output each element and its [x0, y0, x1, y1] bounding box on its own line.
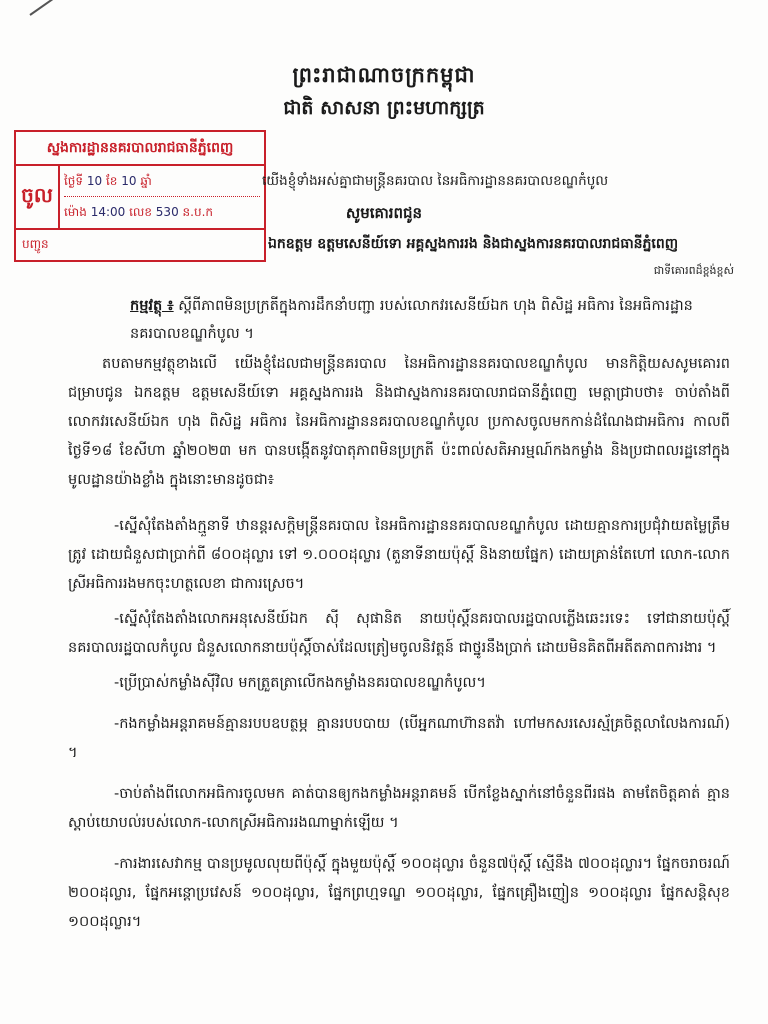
stamp-received-label: ចូល: [16, 166, 60, 228]
stamp-bottom-label: បញ្ជូន: [22, 237, 49, 251]
addressee-note: ជាទីគោរពដ៏ខ្ពង់ខ្ពស់: [653, 264, 734, 277]
intro-paragraph: តបតាមកម្មវត្ថុខាងលើ យើងខ្ញុំដែលជាមន្ត្រីនគរបាល នៃអធិការដ្ឋាននគរបាលខណ្ឌកំបូល មានកិត្តិយសសូមគោរពជម្រាបជូន ឯកឧត្តម ឧត្តមសេនីយ៍ទោ អគ្គស្នងការរង និងជាស្នងការនគរបាលរាជធានីភ្នំពេញ មេត្តាជ្រាបថា៖ ចាប់តាំងពីលោកវរសេនីយ៍ឯក ហុង ពិសិដ្ឋ អធិការ នៃអធិការដ្ឋាននគរបាលខណ្ឌកំបូល ប្រកាសចូលមកកាន់ដំណែងជាអធិការ កាលពីថ្ងៃទី១៨ ខែសីហា ឆ្នាំ២០២៣ មក បានបង្កើតនូវបាតុភាពមិនប្រក្រតី ប៉ះពាល់សតិអារម្មណ៍កងកម្លាំង និងប្រជាពលរដ្ឋនៅក្នុងមូលដ្ឋានយ៉ាងខ្លាំង ក្នុងនោះមានដូចជា៖: [68, 356, 730, 488]
received-stamp: [14, 130, 266, 262]
stamp-number-label: លេខ: [129, 205, 152, 219]
stamp-time-label: ម៉ោង: [64, 205, 87, 219]
list-item: -កងកម្លាំងអន្តរាគមន៍គ្មានរបបឧបត្ថម្ភ គ្មានរបបបាយ (បើអ្នកណាហ៊ានតវ៉ា ហៅមកសរសេរស្ម័គ្រចិត្តលាលែងការណ៍) ។: [68, 716, 730, 761]
complaint-list: [68, 512, 730, 949]
pen-mark: [29, 0, 58, 16]
list-item: -ការងារសេវាកម្ម បានប្រមូលលុយពីប៉ុស្តិ៍ ក្នុងមួយប៉ុស្តិ៍ ១០០ដុល្លារ ចំនួន៧ប៉ុស្តិ៍ ស្មើនឹង ៧០០ដុល្លារ។ ផ្នែកចរាចរណ៍ ២០០ដុល្លារ, ផ្នែកអន្តោប្រវេសន៍ ១០០ដុល្លារ, ផ្នែកព្រហ្មទណ្ឌ ១០០ដុល្លារ, ផ្នែកគ្រឿងញៀន ១០០ដុល្លារ ផ្នែកសន្តិសុខ ១០០ដុល្លារ។: [68, 856, 730, 930]
motto-heading: ជាតិ សាសនា ព្រះមហាក្សត្រ: [283, 97, 485, 119]
stamp-month-label: ខែ: [105, 174, 118, 188]
list-item: -ស្នើសុំតែងតាំងលោកអនុសេនីយ៍ឯក ស៊ី សុផានិត នាយប៉ុស្តិ៍នគរបាលរដ្ឋបាលភ្លើងឆេះរទេះ ទៅជានាយប៉ុស្តិ៍នគរបាលរដ្ឋបាលកំបូល ជំនួសលោកនាយប៉ុស្តិ៍ចាស់ដែលត្រៀមចូលនិវត្តន៍ ជាថ្នូរនឹងប្រាក់ ដោយមិនគិតពីអតីតភាពការងារ ។: [68, 611, 730, 656]
addressee-line: ឯកឧត្តម ឧត្តមសេនីយ៍ទោ អគ្គស្នងការរង និងជាស្នងការនគរបាលរាជធានីភ្នំពេញ: [268, 236, 679, 252]
stamp-date-row: [64, 166, 260, 197]
list-item: -ប្រើប្រាស់កម្លាំងស៊ីវិល មកត្រួតត្រាលើកងកម្លាំងនគរបាលខណ្ឌកំបូល។: [114, 675, 486, 691]
stamp-time-value: 14:00: [90, 205, 126, 219]
respect-line: សូមគោរពជូន: [345, 204, 423, 222]
list-item: -ស្នើសុំតែងតាំងក្មួនាទី ឋានន្តរសក្តិមន្ត្រីនគរបាល នៃអធិការដ្ឋាននគរបាលខណ្ឌកំបូល ដោយគ្មានការប្រជុំវាយតម្លៃត្រឹមត្រូវ ដោយជំនួសជាប្រាក់ពី ៨០០ដុល្លារ ទៅ ១.០០០ដុល្លារ (តួនាទីនាយប៉ុស្តិ៍ និងនាយផ្នែក) ដោយគ្រាន់តែហៅ លោក-លោកស្រីអធិការរងមកចុះហត្ថលេខា ជាការស្រេច។: [68, 518, 730, 592]
stamp-year-label: ឆ្នាំ: [140, 174, 152, 188]
stamp-office: ស្នងការដ្ឋាននគរបាលរាជធានីភ្នំពេញ: [16, 132, 264, 166]
stamp-month-value: 10: [121, 174, 137, 188]
subject-text: ស្តីពីភាពមិនប្រក្រតីក្នុងការដឹកនាំបញ្ជា របស់លោកវរសេនីយ៍ឯក ហុង ពិសិដ្ឋ អធិការ នៃអធិការដ្ឋាននគរបាលខណ្ឌកំបូល ។: [130, 298, 693, 342]
list-item: -ចាប់តាំងពីលោកអធិការចូលមក គាត់បានឲ្យកងកម្លាំងអន្តរាគមន៍ បើកខ្លែងស្នាក់នៅចំនួនពីរផង តាមតែចិត្តគាត់ គ្មានស្តាប់យោបល់របស់លោក-លោកស្រីអធិការរងណាម្នាក់ឡើយ ។: [68, 786, 730, 831]
subject-block: [130, 292, 730, 348]
stamp-number-value: 530: [155, 205, 179, 219]
kingdom-heading: ព្រះរាជាណាចក្រកម្ពុជា: [292, 63, 476, 87]
stamp-date-value: 10: [86, 174, 103, 188]
stamp-suffix: ន.ប.ក: [182, 205, 214, 219]
stamp-date-label: ថ្ងៃទី: [64, 174, 84, 188]
sender-line: យើងខ្ញុំទាំងអស់គ្នាជាមន្ត្រីនគរបាល នៃអធិការដ្ឋាននគរបាលខណ្ឌកំបូល: [262, 173, 609, 189]
subject-label: កម្មវត្ថុ ៖: [130, 298, 174, 314]
